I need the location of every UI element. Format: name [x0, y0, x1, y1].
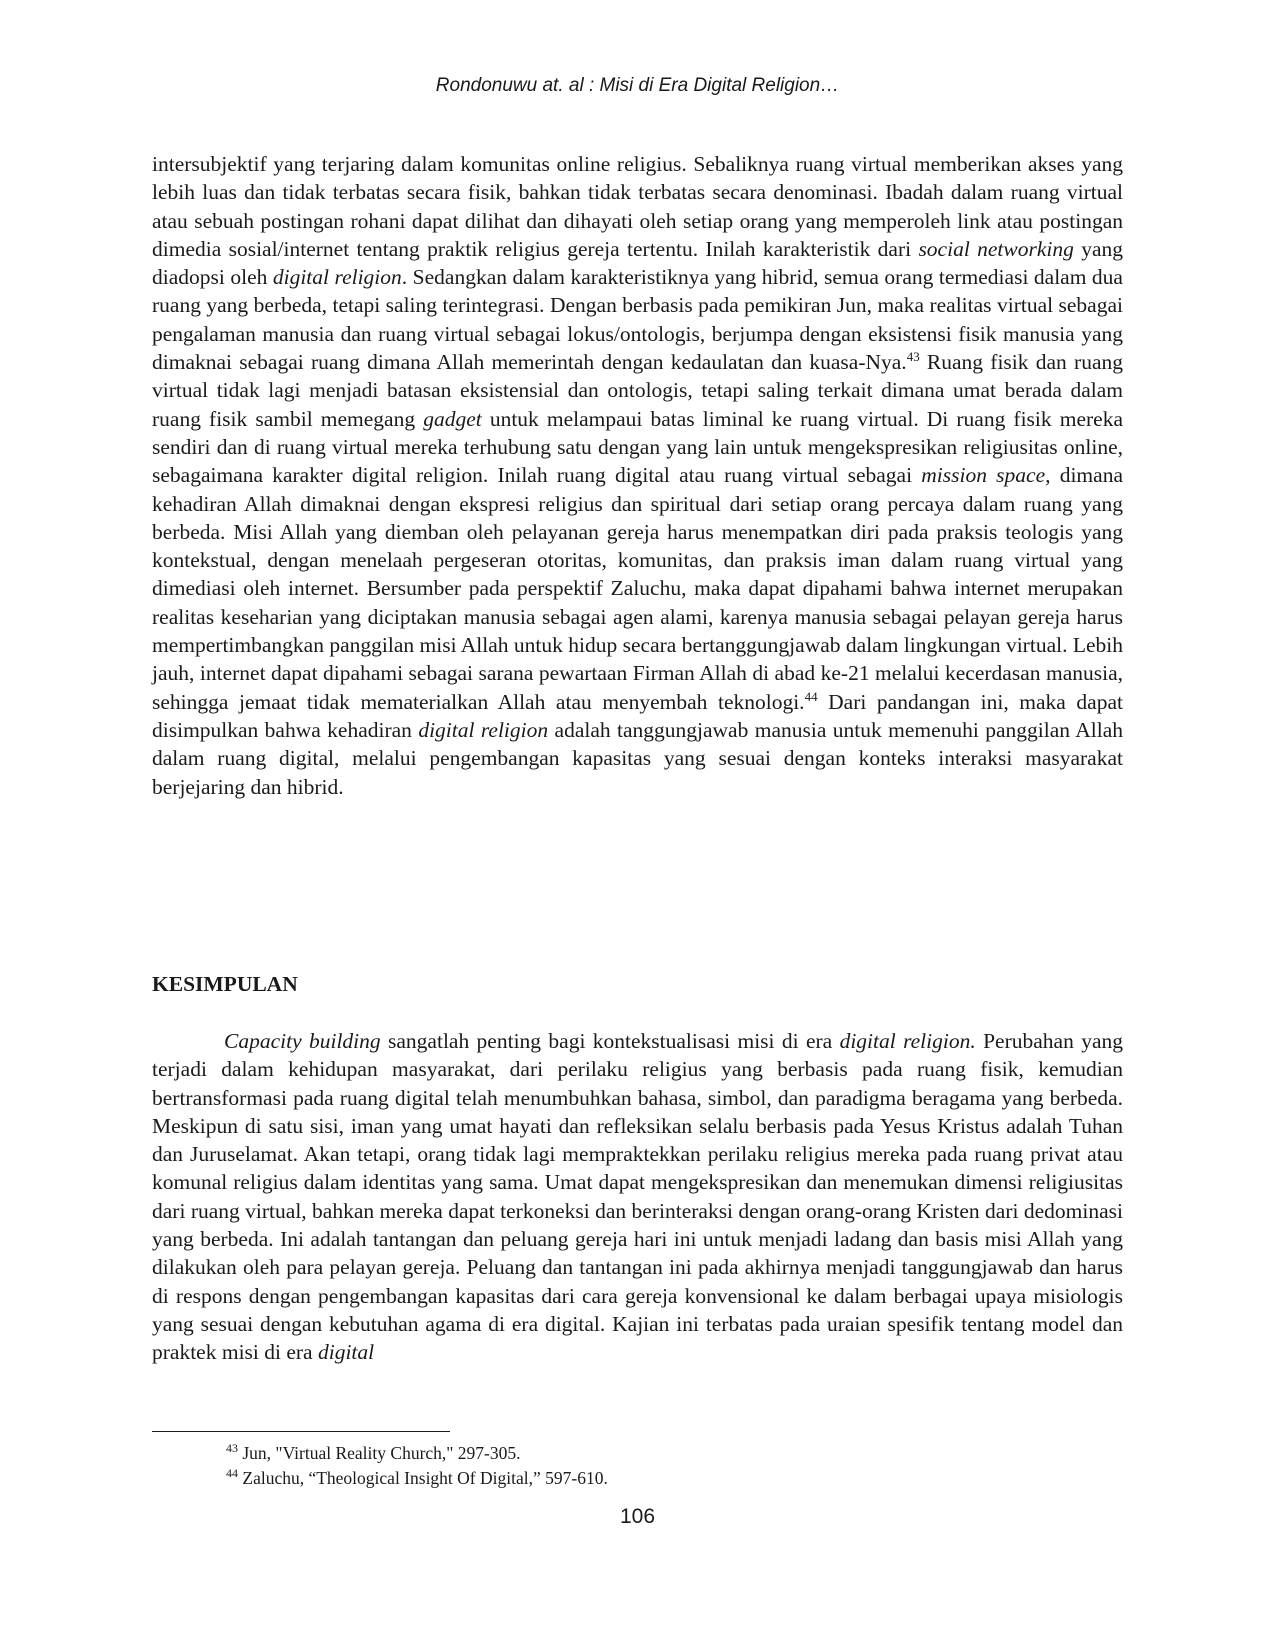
footnote-number: 43: [226, 1441, 238, 1456]
footnotes: [226, 1441, 1106, 1491]
body-paragraph-conclusion: [152, 1027, 1123, 1367]
italic-term: digital religion: [272, 265, 402, 290]
italic-term: digital: [317, 1340, 375, 1365]
text-run: untuk melampaui batas liminal ke ruang virtual. Di ruang fisik mereka sendiri dan di ruang virtual mereka terhubung satu dengan yang lain untuk mengekspresikan religiusitas online, sebagaimana karakter digital religion. Inilah ruang digital atau ruang virtual sebagai: [152, 406, 1123, 488]
text-run: Dari pandangan ini, maka dapat disimpulkan bahwa kehadiran: [152, 689, 1123, 742]
text-run: . Sedangkan dalam karakteristiknya yang hibrid, semua orang termediasi dalam dua ruang yang berbeda, tetapi saling terintegrasi. Dengan berbasis pada pemikiran Jun, maka realitas virtual sebagai pengalaman manusia dan ruang virtual sebagai lokus/ontologis, berjumpa dengan eksistensi fisik manusia yang dimaknai sebagai ruang dimana Allah memerintah dengan kedaulatan dan kuasa-Nya.: [152, 265, 1123, 375]
text-run: adalah tanggungjawab manusia untuk memenuhi panggilan Allah dalam ruang digital, melalui pengembangan kapasitas yang sesuai dengan konteks interaksi masyarakat berjejaring dan hibrid.: [152, 717, 1123, 799]
italic-term: digital religion: [418, 717, 549, 742]
italic-term: gadget: [423, 406, 482, 431]
running-head: Rondonuwu at. al : Misi di Era Digital Religion…: [435, 75, 840, 96]
italic-term: Capacity building: [224, 1029, 381, 1053]
body-paragraph-discussion: [152, 150, 1123, 801]
text-run: dimana kehadiran Allah dimaknai dengan ekspresi religius dan spiritual dari setiap orang percaya dalam ruang yang berbeda. Misi Allah yang diemban oleh pelayanan gereja harus menempatkan diri pada praksis teologis yang kontekstual, dengan menelaah pergeseran otoritas, komunitas, dan praksis iman dalam ruang virtual yang dimediasi oleh internet. Bersumber pada perspektif Zaluchu, maka dapat dipahami bahwa internet merupakan realitas keseharian yang diciptakan manusia sebagai agen alami, karenya manusia sebagai pelayan gereja harus mempertimbangkan panggilan misi Allah untuk hidup secara bertanggungjawab dalam lingkungan virtual. Lebih jauh, internet dapat dipahami sebagai sarana pewartaan Firman Allah di abad ke-21 melalui kecerdasan manusia, sehingga jemaat tidak mematerialkan Allah atau menyembah teknologi.: [152, 463, 1123, 714]
footnote-44: [226, 1466, 1106, 1491]
footnote-ref-44[interactable]: 44: [804, 688, 818, 704]
footnote-divider: [152, 1431, 450, 1432]
page-number: 106: [619, 1505, 656, 1528]
footnote-text: Zaluchu, “Theological Insight Of Digital,” 597-610.: [238, 1468, 608, 1488]
footnote-ref-43[interactable]: 43: [906, 348, 920, 364]
text-run: Ruang fisik dan ruang virtual tidak lagi menjadi batasan eksistensial dan ontologis, tetapi saling terkait dimana umat berada dalam ruang fisik sambil memegang: [152, 350, 1123, 431]
italic-term: digital religion.: [839, 1029, 976, 1053]
footnote-text: Jun, "Virtual Reality Church," 297-305.: [238, 1443, 521, 1463]
italic-term: mission space,: [921, 463, 1051, 488]
text-run: Perubahan yang terjadi dalam kehidupan masyarakat, dari perilaku religius yang berbasis pada ruang fisik, kemudian bertransformasi pada ruang digital telah menumbuhkan bahasa, simbol, dan paradigma beragama yang berbeda. Meskipun di satu sisi, iman yang umat hayati dan refleksikan selalu berbasis pada Yesus Kristus adalah Tuhan dan Juruselamat. Akan tetapi, orang tidak lagi mempraktekkan perilaku religius mereka pada ruang privat atau komunal religius dalam identitas yang sama. Umat dapat mengekspresikan dan menemukan dimensi religiusitas dari ruang virtual, bahkan mereka dapat terkoneksi dan berinteraksi dengan orang-orang Kristen dari dedominasi yang berbeda. Ini adalah tantangan dan peluang gereja hari ini untuk menjadi ladang dan basis misi Allah yang dilakukan oleh para pelayan gereja. Peluang dan tantangan ini pada akhirnya menjadi tanggungjawab dan harus di respons dengan pengembangan kapasitas dari cara gereja konvensional ke dalam berbagai upaya misiologis yang sesuai dengan kebutuhan agama di era digital. Kajian ini terbatas pada uraian spesifik tentang model dan praktek misi di era: [152, 1029, 1123, 1365]
section-heading: KESIMPULAN: [152, 972, 298, 996]
footnote-43: [226, 1441, 1106, 1466]
text-run: intersubjektif yang terjaring dalam komunitas online religius. Sebaliknya ruang virtual memberikan akses yang lebih luas dan tidak terbatas secara fisik, bahkan tidak terbatas secara denominasi. Ibadah dalam ruang virtual atau sebuah postingan rohani dapat dilihat dan dihayati oleh setiap orang yang memperoleh link atau postingan dimedia sosial/internet tentang praktik religius gereja tertentu. Inilah karakteristik dari: [152, 152, 1123, 261]
text-run: sangatlah penting bagi kontekstualisasi misi di era: [380, 1029, 840, 1053]
italic-term: social networking: [918, 236, 1074, 261]
footnote-number: 44: [226, 1466, 238, 1481]
text-run: yang diadopsi oleh: [152, 236, 1123, 290]
